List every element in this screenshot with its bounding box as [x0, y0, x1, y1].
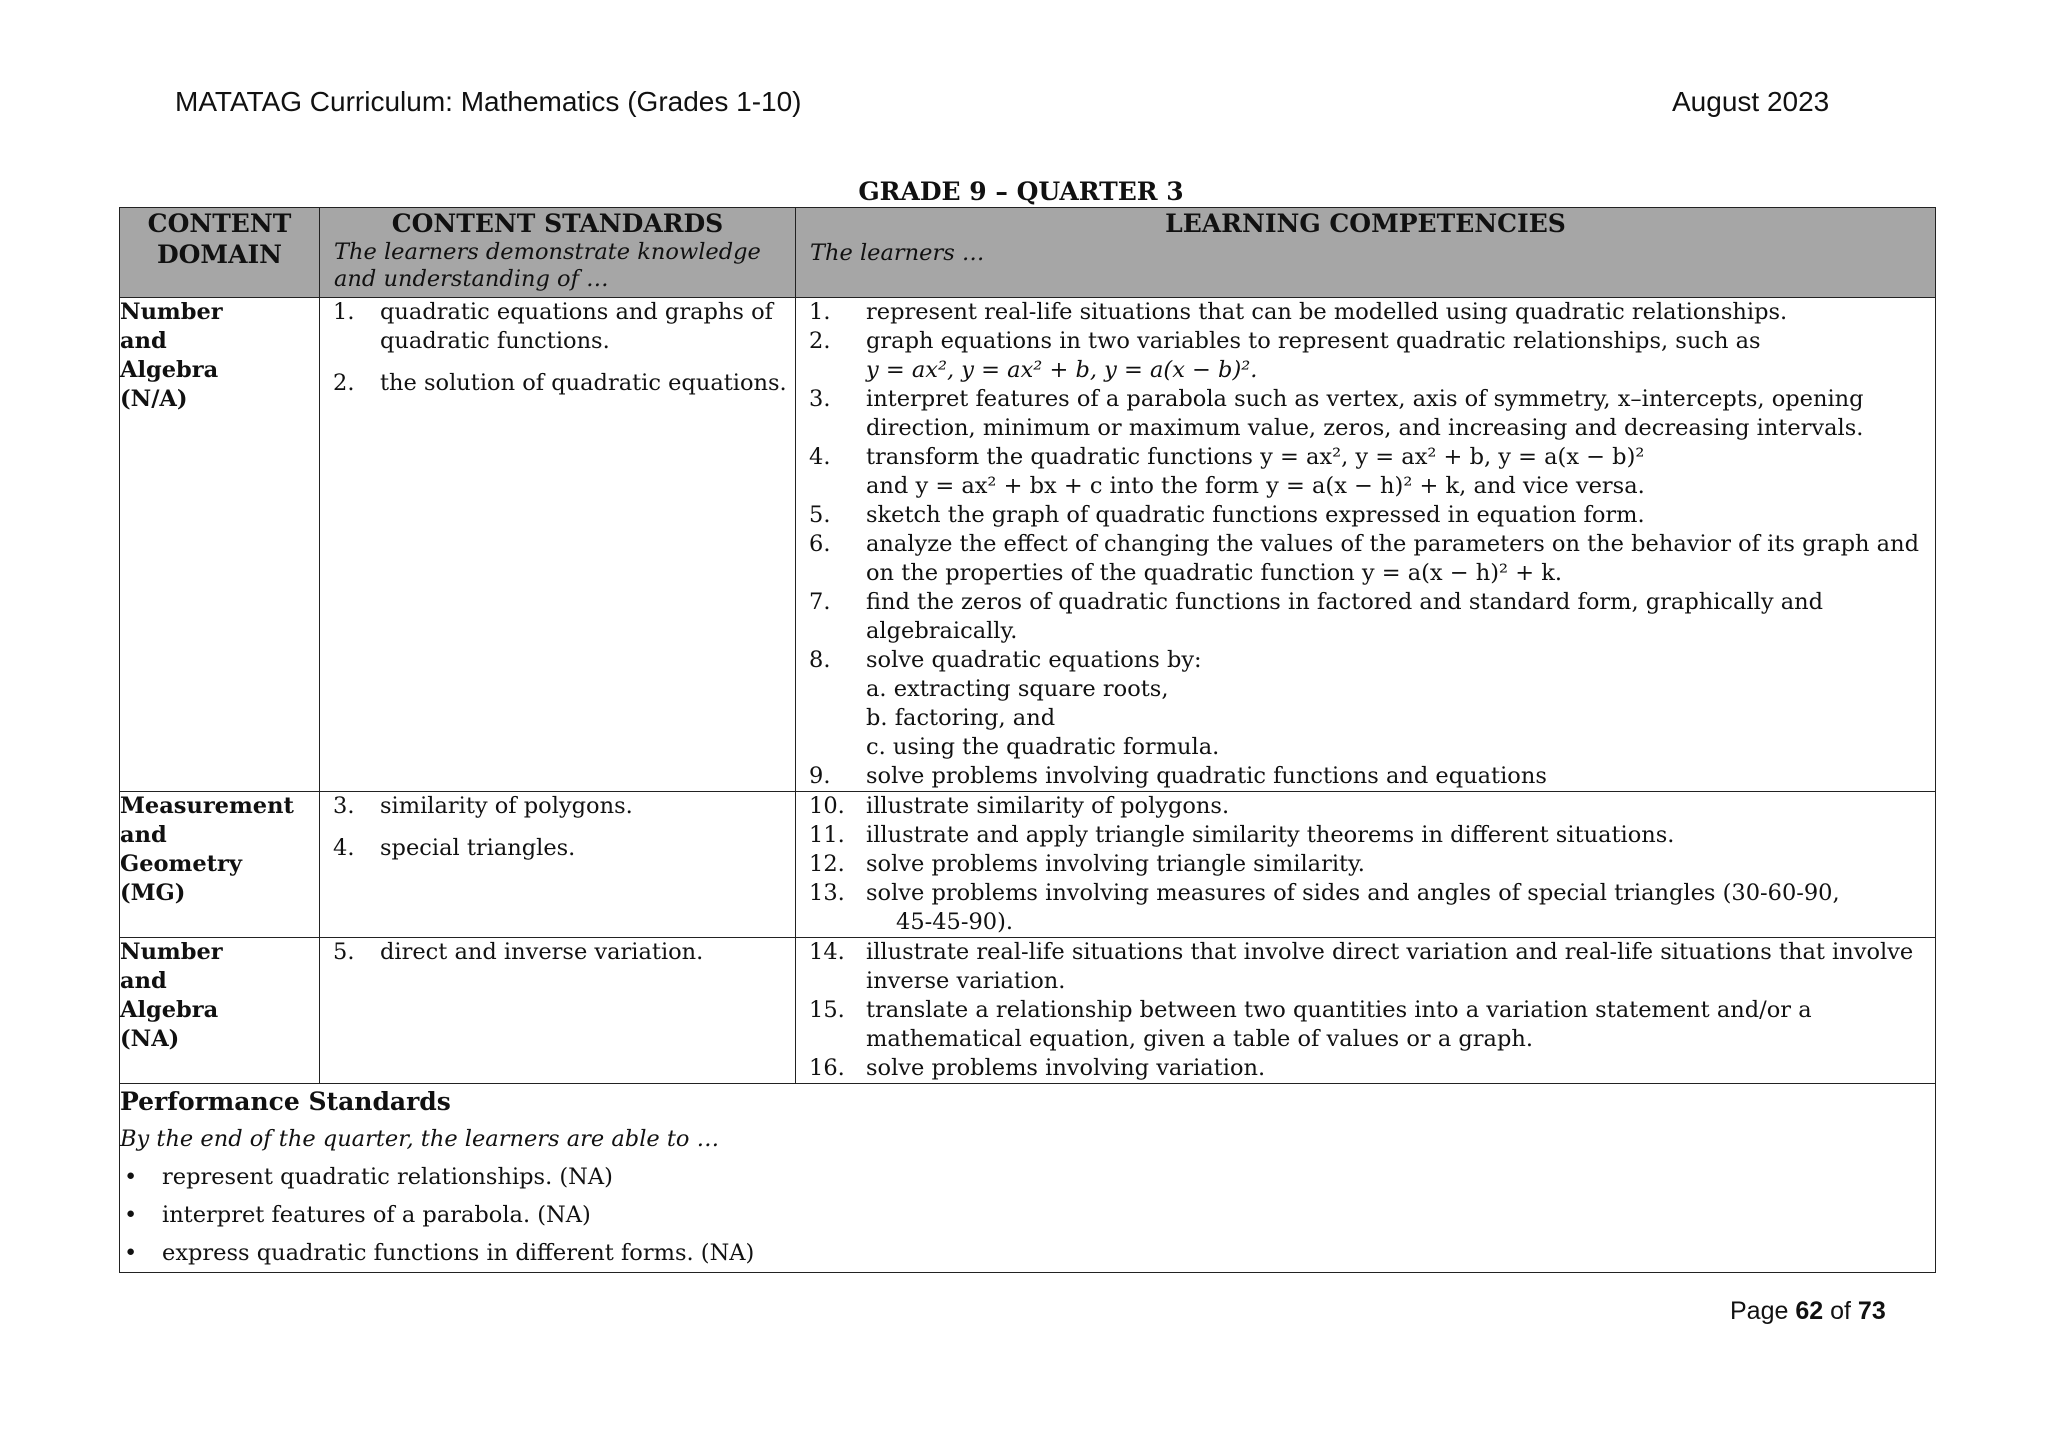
header-content-standards-label: CONTENT STANDARDS [391, 209, 724, 238]
equation: y = ax², y = ax² + b, y = a(x − b)². [866, 357, 1258, 383]
content-standards-cell [320, 938, 796, 1084]
learning-competencies-cell [796, 792, 1936, 938]
list-item: 3. similarity of polygons. [333, 793, 633, 819]
list-item: 4. transform the quadratic functions y = ax², y = ax² + b, y = a(x − b)² and y = ax² + bx + c into the form y = a(x − h)² + k, and vice versa. [809, 444, 1645, 499]
learning-competencies-cell [796, 298, 1936, 792]
list-item: • express quadratic functions in different forms. (NA) [120, 1234, 1935, 1272]
domain-line: Number [120, 299, 223, 325]
header-content-domain-line2: DOMAIN [156, 240, 283, 269]
table-row [120, 298, 1936, 792]
domain-line: (N/A) [120, 386, 188, 412]
list-item: 5. sketch the graph of quadratic functions expressed in equation form. [809, 502, 1645, 528]
list-item: 7. find the zeros of quadratic functions in factored and standard form, graphically and algebraically. [809, 589, 1823, 644]
content-domain-cell [120, 938, 320, 1084]
performance-standards-cell [120, 1084, 1936, 1273]
bullet-icon: • [124, 1164, 138, 1190]
header-content-standards [320, 208, 796, 298]
list-item: 16. solve problems involving variation. [809, 1055, 1266, 1081]
list-item: 10. illustrate similarity of polygons. [809, 793, 1230, 819]
domain-line: (MG) [120, 880, 186, 906]
table-row [120, 792, 1936, 938]
header-content-standards-sub: The learners demonstrate knowledge and understanding of … [334, 239, 761, 292]
bullet-icon: • [124, 1240, 138, 1266]
page-number: Page 62 of 73 [1730, 1297, 1886, 1325]
list-item: 15. translate a relationship between two quantities into a variation statement and/or a mathematical equation, given a table of values or a graph. [809, 997, 1812, 1052]
domain-line: (NA) [120, 1026, 180, 1052]
domain-line: Geometry [120, 851, 242, 877]
domain-line: Algebra [120, 997, 219, 1023]
list-item: 2. graph equations in two variables to represent quadratic relationships, such as y = ax², y = ax² + b, y = a(x − b)². [796, 327, 1935, 385]
content-domain-cell [120, 298, 320, 792]
list-item: 2. the solution of quadratic equations. [333, 370, 787, 396]
grade-quarter-title: GRADE 9 – QUARTER 3 [858, 177, 1184, 206]
list-item: 1. represent real-life situations that can be modelled using quadratic relationships. [809, 299, 1788, 325]
list-item: 13. solve problems involving measures of sides and angles of special triangles (30-60-90, 45-45-90). [809, 880, 1840, 935]
list-item: • interpret features of a parabola. (NA) [120, 1196, 1935, 1234]
list-item: 14. illustrate real-life situations that involve direct variation and real-life situations that involve inverse variation. [809, 939, 1914, 994]
content-domain-cell [120, 792, 320, 938]
header-content-domain-line1: CONTENT [147, 209, 292, 238]
domain-line: Algebra [120, 357, 219, 383]
content-standards-cell [320, 792, 796, 938]
table-header-row [120, 208, 1936, 298]
domain-line: and [120, 328, 167, 354]
list-item: • represent quadratic relationships. (NA) [120, 1158, 1935, 1196]
header-content-domain [120, 208, 320, 298]
header-learning-competencies-label: LEARNING COMPETENCIES [1165, 209, 1566, 238]
document-header-date: August 2023 [1672, 86, 1830, 117]
list-item: 12. solve problems involving triangle similarity. [809, 851, 1365, 877]
list-item: 8. solve quadratic equations by: a. extracting square roots, b. factoring, and c. using the quadratic formula. [809, 647, 1220, 760]
list-item: 4. special triangles. [333, 835, 576, 861]
list-item: 11. illustrate and apply triangle similarity theorems in different situations. [809, 822, 1675, 848]
table-row [120, 938, 1936, 1084]
learning-competencies-cell [796, 938, 1936, 1084]
list-item: 5. direct and inverse variation. [333, 939, 704, 965]
header-learning-competencies-sub: The learners … [810, 240, 985, 266]
domain-line: and [120, 822, 167, 848]
curriculum-table [119, 207, 1936, 1273]
domain-line: Measurement [120, 793, 294, 819]
document-header-title: MATATAG Curriculum: Mathematics (Grades 1-10) [175, 86, 802, 117]
list-item: 1. quadratic equations and graphs of quadratic functions. [333, 299, 773, 354]
performance-standards-title: Performance Standards [120, 1087, 451, 1116]
header-learning-competencies [796, 208, 1936, 298]
domain-line: and [120, 968, 167, 994]
bullet-icon: • [124, 1202, 138, 1228]
list-item: 3. interpret features of a parabola such as vertex, axis of symmetry, x–intercepts, opening direction, minimum or maximum value, zeros, and increasing and decreasing intervals. [809, 386, 1864, 441]
list-item: 6. analyze the effect of changing the values of the parameters on the behavior of its graph and on the properties of the quadratic function y = a(x − h)² + k. [809, 531, 1919, 586]
performance-standards-intro: By the end of the quarter, the learners are able to … [120, 1126, 720, 1152]
content-standards-cell [320, 298, 796, 792]
performance-standards-row [120, 1084, 1936, 1273]
list-item: 9. solve problems involving quadratic functions and equations [809, 763, 1547, 789]
domain-line: Number [120, 939, 223, 965]
